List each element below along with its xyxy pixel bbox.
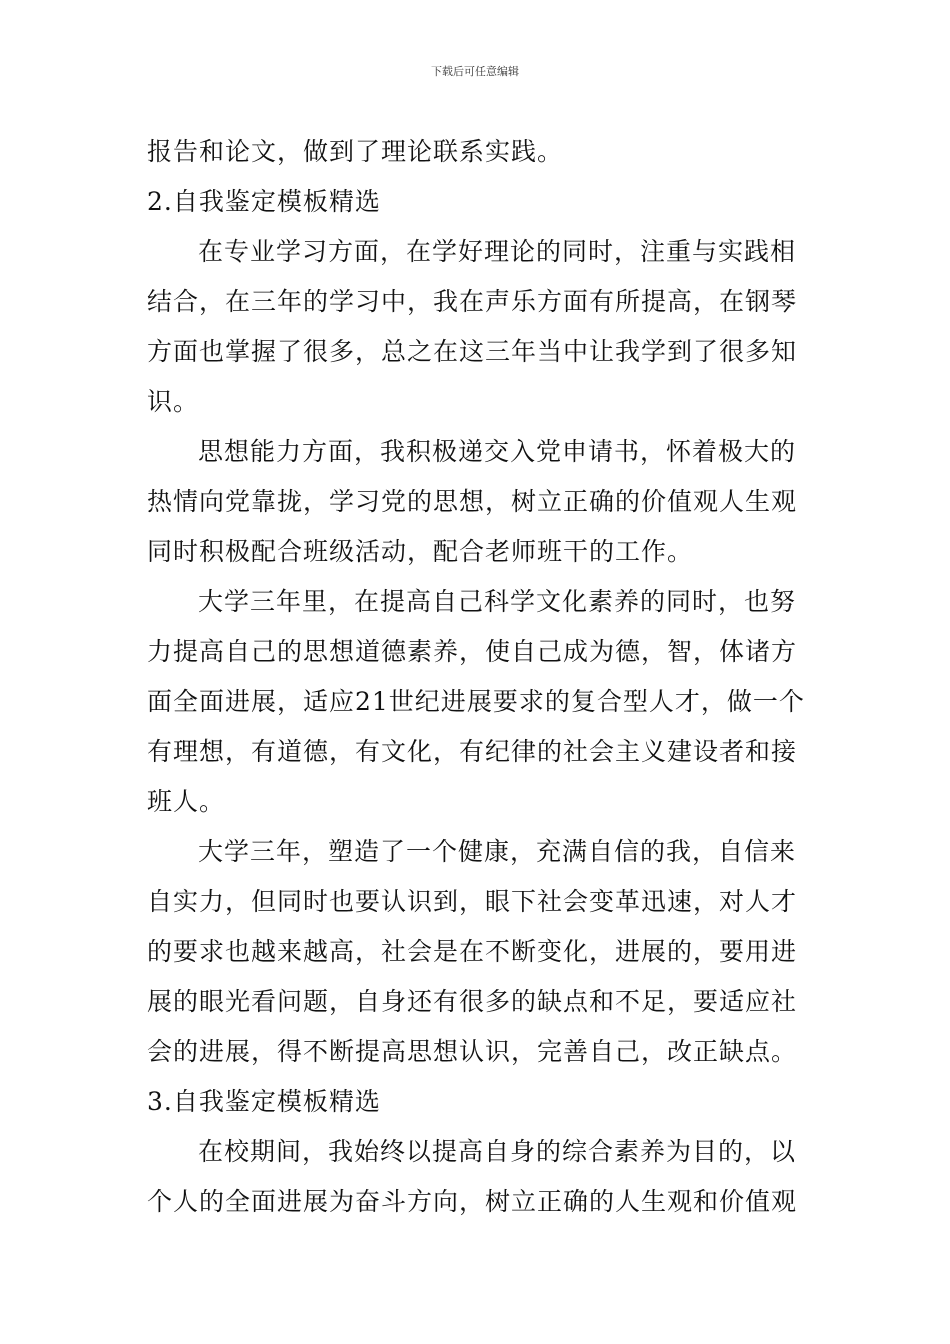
text-line: 班人。 (147, 787, 226, 816)
text-line: 自实力，但同时也要认识到，眼下社会变革迅速，对人才 (147, 887, 798, 916)
text-line: 力提高自己的思想道德素养，使自己成为德，智，体诸方 (147, 637, 798, 666)
text-line: 个人的全面进展为奋斗方向，树立正确的人生观和价值观 (147, 1187, 798, 1216)
page-header: 下载后可任意编辑 (431, 65, 519, 78)
text-line: 结合，在三年的学习中，我在声乐方面有所提高，在钢琴 (147, 287, 798, 316)
text-line: 同时积极配合班级活动，配合老师班干的工作。 (147, 537, 694, 566)
text-line: 报告和论文，做到了理论联系实践。 (147, 137, 564, 166)
document-body (147, 127, 807, 1227)
text-line: 方面也掌握了很多，总之在这三年当中让我学到了很多知 (147, 337, 798, 366)
paragraph-start: 大学三年里，在提高自己科学文化素养的同时，也努 (198, 587, 797, 616)
section-heading-2: 2.自我鉴定模板精选 (147, 187, 381, 216)
paragraph-start: 大学三年，塑造了一个健康，充满自信的我，自信来 (198, 837, 797, 866)
text-line: 展的眼光看问题，自身还有很多的缺点和不足，要适应社 (147, 987, 798, 1016)
text-line: 面全面进展，适应21世纪进展要求的复合型人才，做一个 (147, 687, 805, 716)
section-heading-3: 3.自我鉴定模板精选 (147, 1087, 381, 1116)
paragraph-start: 思想能力方面，我积极递交入党申请书，怀着极大的 (198, 437, 797, 466)
paragraph-start: 在校期间，我始终以提高自身的综合素养为目的，以 (198, 1137, 797, 1166)
text-line: 会的进展，得不断提高思想认识，完善自己，改正缺点。 (147, 1037, 798, 1066)
text-line: 识。 (147, 387, 200, 416)
text-line: 有理想，有道德，有文化，有纪律的社会主义建设者和接 (147, 737, 798, 766)
text-line: 的要求也越来越高，社会是在不断变化，进展的，要用进 (147, 937, 798, 966)
text-line: 热情向党靠拢，学习党的思想，树立正确的价值观人生观 (147, 487, 798, 516)
paragraph-start: 在专业学习方面，在学好理论的同时，注重与实践相 (198, 237, 797, 266)
